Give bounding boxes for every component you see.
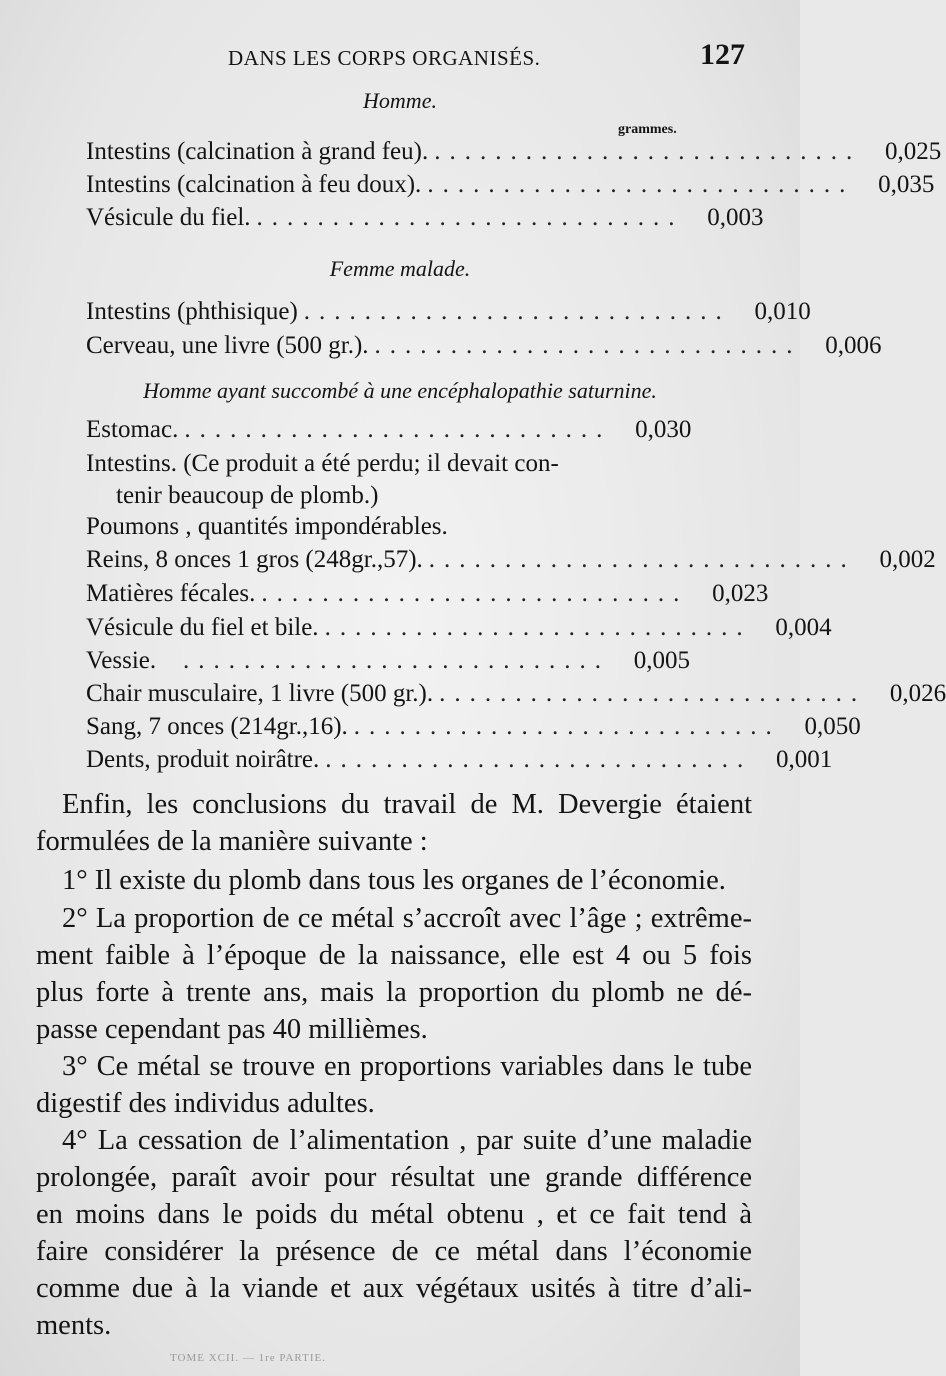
- page-header: [0, 38, 800, 78]
- row-label: Intestins (phthisique): [86, 298, 298, 325]
- table-row: [86, 136, 942, 168]
- row-label-continuation: tenir beaucoup de plomb.): [116, 482, 379, 509]
- page-number: 127: [700, 38, 745, 71]
- row-label: Vésicule du fiel et bile.: [86, 614, 319, 641]
- table-row: [86, 169, 935, 201]
- table-row: [86, 202, 764, 234]
- row-value: 0,010: [754, 298, 811, 325]
- row-value: 0,003: [707, 204, 764, 231]
- table-row: [86, 612, 832, 644]
- leader-dots: ............................: [184, 416, 612, 443]
- row-value: 0,030: [635, 416, 692, 443]
- row-label: Intestins. (Ce produit a été perdu; il devait con-: [86, 450, 559, 477]
- section-heading-femme-malade: Femme malade.: [329, 256, 471, 281]
- row-value: 0,006: [825, 332, 882, 359]
- leader-dots: ............................: [428, 546, 856, 573]
- paragraph-conclusion-4: [36, 1122, 752, 1344]
- row-value: 0,004: [775, 614, 832, 641]
- row-value: 0,035: [878, 171, 935, 198]
- section-heading-homme: Homme.: [363, 88, 437, 113]
- row-label: Chair musculaire, 1 livre (500 gr.).: [86, 680, 434, 707]
- text-line: 3° Ce métal se trouve en proportions variables dans le tube: [62, 1051, 752, 1082]
- table-row: [86, 645, 690, 677]
- footer-signature: TOME XCII. — 1re PARTIE.: [170, 1352, 326, 1364]
- text-line: 2° La proportion de ce métal s’accroît avec l’âge ; extrême-: [62, 903, 752, 934]
- row-label: Vessie.: [86, 647, 157, 674]
- leader-dots: ............................: [374, 332, 802, 359]
- row-label: Reins, 8 onces 1 gros (248gr.,57).: [86, 546, 423, 573]
- table-row: [86, 296, 811, 328]
- leader-dots: ............................: [261, 580, 689, 607]
- paragraph-conclusion-2: [36, 900, 752, 1048]
- row-label: Intestins (calcination à grand feu).: [86, 138, 429, 165]
- table-row: [86, 544, 936, 576]
- text-line: comme due à la viande et aux végétaux usités à titre d’ali-: [36, 1273, 752, 1304]
- table-row: [86, 578, 769, 610]
- row-label: Vésicule du fiel.: [86, 204, 251, 231]
- text-line: Enfin, les conclusions du travail de M. Devergie étaient: [62, 789, 752, 820]
- row-label: Cerveau, une livre (500 gr.).: [86, 332, 369, 359]
- text-line: digestif des individus adultes.: [36, 1088, 375, 1119]
- text-line: formulées de la manière suivante :: [36, 826, 428, 857]
- leader-dots: ............................: [324, 614, 752, 641]
- paragraph-conclusion-1: [36, 862, 752, 899]
- table-row: [86, 678, 946, 710]
- text-line: ments.: [36, 1310, 112, 1341]
- table-row: [86, 511, 690, 543]
- text-line: prolongée, paraît avoir pour résultat une grande différence: [36, 1162, 752, 1193]
- row-value: 0,002: [879, 546, 936, 573]
- row-value: 0,025: [884, 138, 942, 165]
- unit-label: grammes.: [618, 122, 677, 137]
- text-line: faire considérer la présence de ce métal dans l’économie: [36, 1236, 752, 1267]
- row-label: Intestins (calcination à feu doux).: [86, 171, 422, 198]
- leader-dots: ............................: [427, 171, 855, 198]
- text-line: plus forte à trente ans, mais la proportion du plomb ne dé-: [36, 977, 752, 1008]
- row-value: 0,023: [712, 580, 769, 607]
- leader-dots: ............................: [303, 298, 731, 325]
- row-value: 0,005: [633, 647, 690, 674]
- leader-dots: ............................: [353, 713, 781, 740]
- table-row: [86, 414, 690, 446]
- section-heading-encephalopathie: Homme ayant succombé à une encéphalopathie saturnine.: [143, 378, 657, 403]
- row-value: 0,026: [889, 680, 946, 707]
- row-label: Estomac.: [86, 416, 179, 443]
- text-line: ment faible à l’époque de la naissance, elle est 4 ou 5 fois: [36, 940, 752, 971]
- text-line: 1° Il existe du plomb dans tous les organes de l’économie.: [62, 865, 726, 896]
- leader-dots: ............................: [434, 138, 862, 165]
- table-row: [86, 744, 833, 776]
- row-value: 0,050: [804, 713, 861, 740]
- text-line: 4° La cessation de l’alimentation , par suite d’une maladie: [62, 1125, 752, 1156]
- paragraph-intro: [36, 786, 752, 860]
- row-label: Sang, 7 onces (214gr.,16).: [86, 713, 348, 740]
- table-row: [86, 330, 882, 362]
- running-title: DANS LES CORPS ORGANISÉS.: [228, 46, 541, 70]
- leader-dots: ............................: [256, 204, 684, 231]
- leader-dots: ............................: [183, 647, 610, 674]
- row-label: Dents, produit noirâtre.: [86, 746, 320, 773]
- text-line: passe cependant pas 40 millièmes.: [36, 1014, 428, 1045]
- row-label: Poumons , quantités impondérables.: [86, 513, 448, 540]
- table-row: [86, 711, 861, 743]
- row-label: Matières fécales.: [86, 580, 256, 607]
- table-row: [86, 448, 690, 480]
- leader-dots: ............................: [439, 680, 867, 707]
- paragraph-conclusion-3: [36, 1048, 752, 1122]
- row-value: 0,001: [776, 746, 833, 773]
- text-line: en moins dans le poids du métal obtenu , et ce fait tend à: [36, 1199, 752, 1230]
- leader-dots: ............................: [325, 746, 753, 773]
